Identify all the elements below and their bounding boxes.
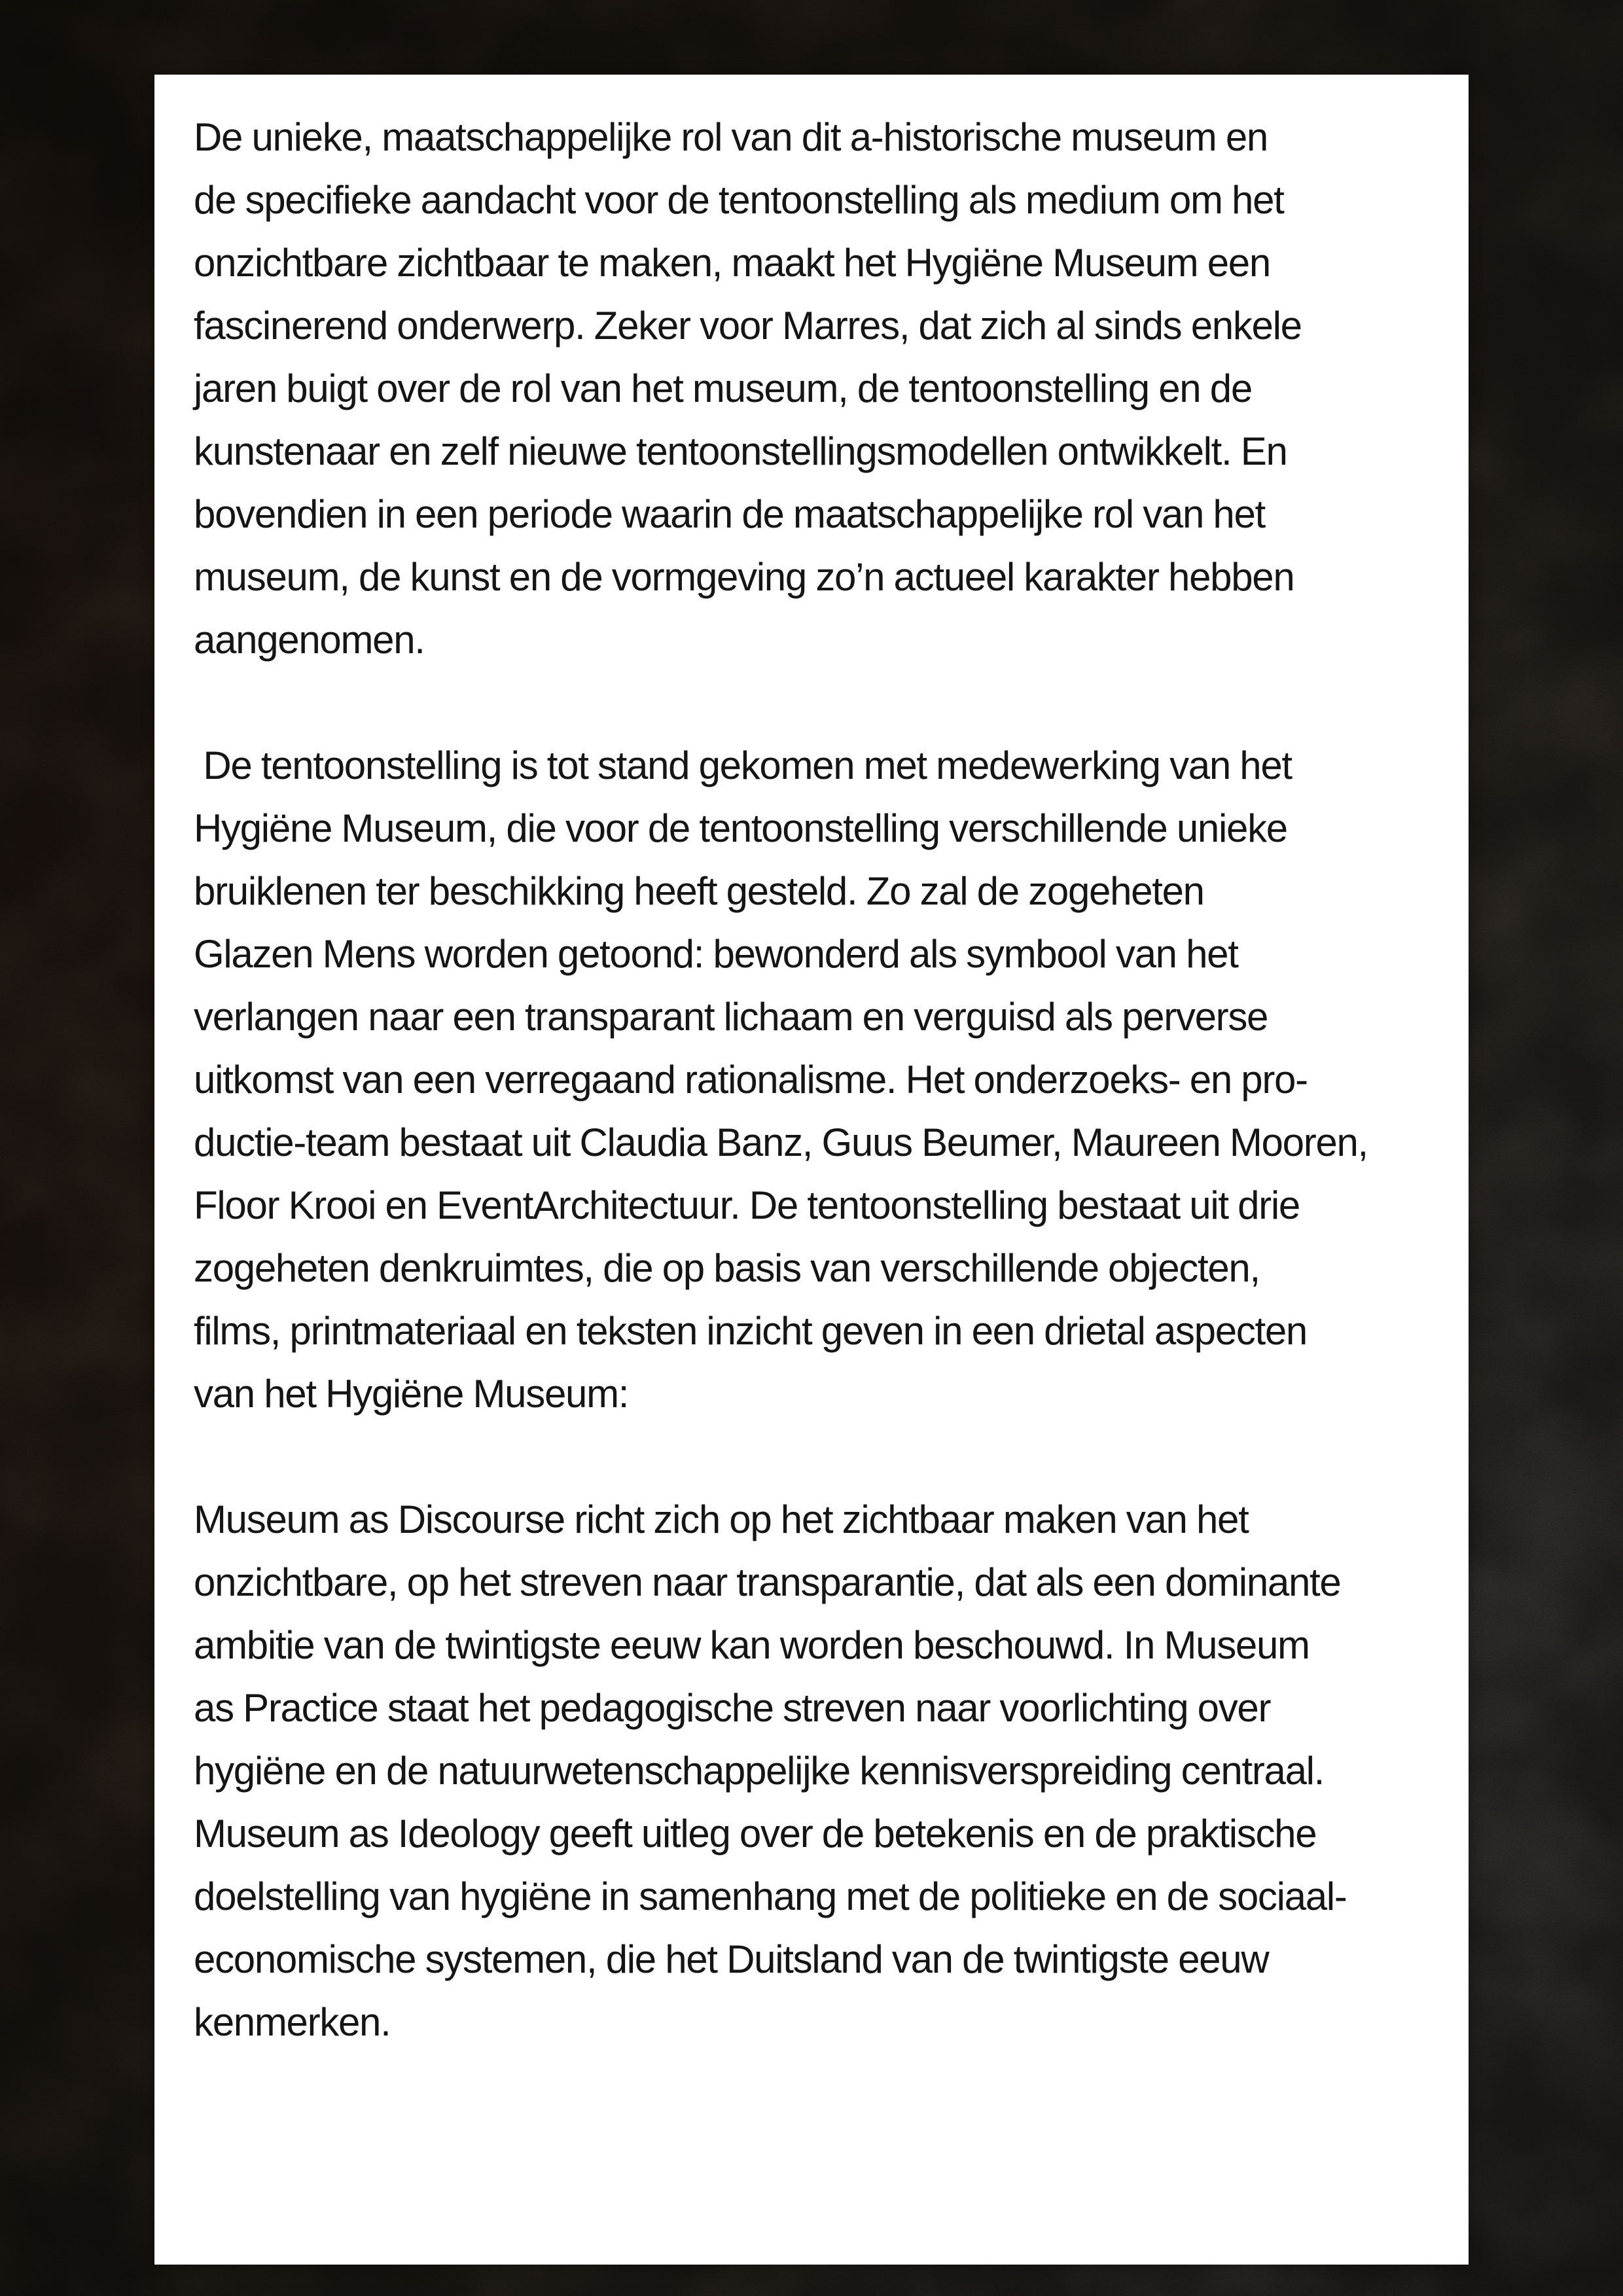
paragraph [194,734,1429,1426]
text-line: Floor Krooi en EventArchitectuur. De tentoonstelling bestaat uit drie [194,1183,1300,1227]
text-line: onzichtbare zichtbaar te maken, maakt het Hygiëne Museum een [194,241,1270,285]
text-line: onzichtbare, op het streven naar transparantie, dat als een dominante [194,1560,1341,1604]
text-line: De unieke, maatschappelijke rol van dit a-historische museum en [194,115,1268,159]
text-line: fascinerend onderwerp. Zeker voor Marres, dat zich al sinds enkele [194,304,1302,348]
text-line: De tentoonstelling is tot stand gekomen met medewerking van het [194,744,1292,787]
text-line: de specifieke aandacht voor de tentoonstelling als medium om het [194,178,1284,222]
document-page [154,75,1469,2265]
text-line: verlangen naar een transparant lichaam en verguisd als perverse [194,995,1268,1039]
text-line: Hygiëne Museum, die voor de tentoonstelling verschillende unieke [194,806,1287,850]
text-line: kunstenaar en zelf nieuwe tentoonstellingsmodellen ontwikkelt. En [194,429,1287,473]
text-line: jaren buigt over de rol van het museum, de tentoonstelling en de [194,367,1252,410]
text-line: van het Hygiëne Museum: [194,1372,629,1416]
text-line: Museum as Discourse richt zich op het zichtbaar maken van het [194,1498,1249,1541]
text-line: hygiëne en de natuurwetenschappelijke kennisverspreiding centraal. [194,1749,1325,1793]
text-line: ambitie van de twintigste eeuw kan worden beschouwd. In Museum [194,1623,1310,1667]
text-line: kenmerken. [194,2000,391,2044]
text-line: economische systemen, die het Duitsland van de twintigste eeuw [194,1937,1269,1981]
body-text [194,106,1429,2054]
text-line: aangenomen. [194,618,425,662]
text-line: Glazen Mens worden getoond: bewonderd als symbool van het [194,932,1238,976]
text-line: as Practice staat het pedagogische streven naar voorlichting over [194,1686,1271,1730]
text-line: films, printmateriaal en teksten inzicht geven in een drietal aspecten [194,1309,1307,1353]
text-line: museum, de kunst en de vormgeving zo’n actueel karakter hebben [194,555,1294,599]
text-line: zogeheten denkruimtes, die op basis van verschillende objecten, [194,1246,1260,1290]
paragraph [194,106,1429,672]
paragraph [194,1488,1429,2054]
text-line: bruiklenen ter beschikking heeft gesteld. Zo zal de zogeheten [194,869,1204,913]
text-line: Museum as Ideology geeft uitleg over de betekenis en de praktische [194,1812,1317,1856]
text-line: bovendien in een periode waarin de maatschappelijke rol van het [194,492,1265,536]
text-line: uitkomst van een verregaand rationalisme. Het onderzoeks- en pro- [194,1058,1308,1102]
text-line: doelstelling van hygiëne in samenhang met de politieke en de sociaal- [194,1874,1347,1918]
text-line: ductie-team bestaat uit Claudia Banz, Guus Beumer, Maureen Mooren, [194,1121,1368,1164]
